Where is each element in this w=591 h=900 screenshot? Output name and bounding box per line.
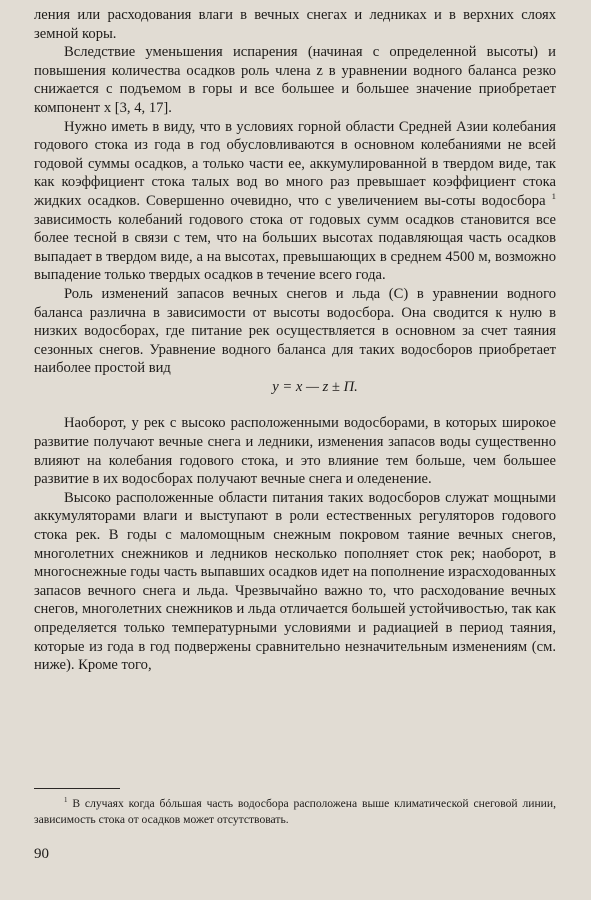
paragraph-3-part-2: зависимость колебаний годового стока от годовых сумм осадков становится все более тесной в связи с тем, что на больших высотах подавляющая часть осадков выпадает в твердом виде, а на высотах, превышающих в среднем 4500 м, возможно выпадение только твердых осадков в течение всего года.: [34, 211, 556, 284]
main-text: [34, 6, 556, 675]
water-balance-formula: y = x — z ± П.: [272, 378, 358, 395]
footnote-divider: [34, 788, 120, 789]
footnote: [34, 796, 556, 828]
footnote-text: [34, 796, 556, 828]
page-number: 90: [34, 846, 49, 862]
footnote-body: В случаях когда бóльшая часть водосбора расположена выше климатической снеговой линии, зависимость стока от осадков может отсутствовать.: [34, 797, 556, 826]
footnote-number: 1: [64, 796, 68, 805]
paragraph-3-part-1: Нужно иметь в виду, что в условиях горной области Средней Азии колебания годового стока из года в год обусловливаются в основном колебаниями не всей годовой суммы осадков, а только части ее, аккумулированной в твердом виде, так как коэффициент стока талых вод во много раз превышает коэффициент стока жидких осадков. Совершенно очевидно, что с увеличением вы-соты водосбора: [34, 118, 556, 209]
paragraph-6: Высоко расположенные области питания таких водосборов служат мощными аккумуляторами влаги и выступают в роли естественных регуляторов годового стока рек. В годы с маломощным снежным покровом таяние вечных снегов, многолетних снежников и ледников несколько пополняет сток рек; наоборот, в многоснежные годы часть выпавших осадков идет на пополнение израсходованных запасов вечного снега и льда. Чрезвычайно важно то, что расходование вечных снегов, многолетних снежников и льда отличается большей устойчивостью, так как определяется только температурными условиями и радиацией в период таяния, которые из года в год подвержены сравнительно незначительным изменениям (см. ниже). Кроме того,: [34, 489, 556, 674]
paragraph-4: Роль изменений запасов вечных снегов и льда (С) в уравнении водного баланса различна в зависимости от высоты водосбора. Она сводится к нулю в низких водосборах, где питание рек осуществляется в основном за счет таяния сезонных снегов. Уравнение водного баланса для таких водосборов приобретает наиболее простой вид: [34, 285, 556, 377]
paragraph-5: Наоборот, у рек с высоко расположенными водосборами, в которых широкое развитие получают вечные снега и ледники, изменения запасов воды существенно влияют на колебания годового стока, и это влияние тем больше, чем большее развитие в их водосборах получают вечные снега и оледенение.: [34, 415, 556, 488]
paragraph-3: [34, 118, 556, 285]
footnote-marker: 1: [551, 191, 556, 202]
paragraph-1: ления или расходования влаги в вечных снегах и ледниках и в верхних слоях земной коры.: [34, 7, 556, 42]
paragraph-2: Вследствие уменьшения испарения (начиная с определенной высоты) и повышения количества осадков роль члена z в уравнении водного баланса резко снижается с подъемом в горы и все большее и большее значение приобретает компонент x [3, 4, 17].: [34, 44, 556, 116]
